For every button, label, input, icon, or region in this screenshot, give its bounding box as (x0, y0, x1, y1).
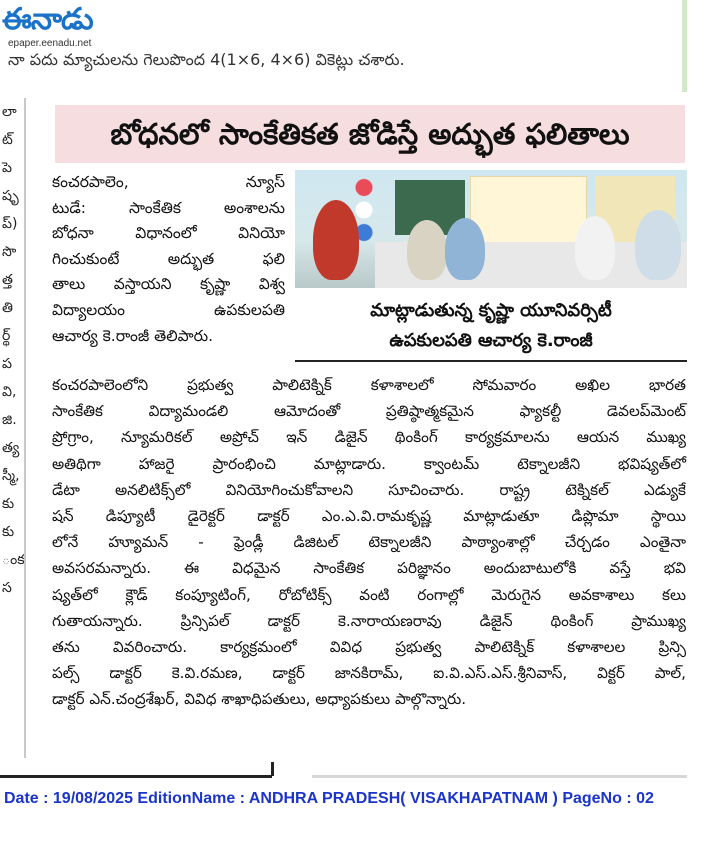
fragment-line: ట్ (2, 132, 13, 148)
adjacent-column-fragment (0, 98, 26, 758)
fragment-line: ర్థ్ (2, 328, 11, 344)
divider (312, 775, 687, 778)
fragment-line: త్త (2, 272, 13, 288)
body-line: ష్యత్‌లో క్లౌడ్ కంప్యూటింగ్, రోబోటిక్స్ వంటి రంగాల్లో మెరుగైన అవకాశాలు కలు (52, 585, 686, 604)
body-line: ప్రోగ్రాం, న్యూమరికల్ అప్రోచ్ ఇన్ డిజైన్ థింకింగ్ కార్యక్రమాలను ఆయన ముఖ్య (52, 428, 686, 447)
lead-line: టుడే: సాంకేతిక అంశాలను (52, 198, 285, 217)
news-photo (295, 170, 687, 288)
fragment-line: జి. (2, 412, 17, 428)
logo-site: epaper.eenadu.net (8, 38, 92, 49)
fragment-line: ప (2, 356, 12, 372)
fragment-line: తి (2, 300, 13, 316)
body-line: గుతాయన్నారు. ప్రిన్సిపల్ డాక్టర్ కె.నారాయణరావు డిజైన్ థింకింగ్ ప్రాముఖ్య (52, 611, 686, 630)
previous-article-fragment: నా పదు మ్యాచులను గెలుపొంద 4(1×6, 4×6) వికెట్లు చశారు. (8, 50, 405, 69)
fragment-line: స (2, 580, 12, 596)
guest-figure (407, 220, 447, 280)
fragment-line: పె (2, 160, 12, 176)
speaker-figure (313, 200, 359, 280)
guest-figure (575, 216, 615, 280)
body-line: సాంకేతిక విద్యామండలి ఆమోదంతో ప్రతిష్ఠాత్మకమైన ఫ్యాకల్టీ డెవలప్‌మెంట్ (52, 402, 686, 421)
logo-text: ఈనాడు (2, 2, 93, 37)
fragment-line: స్మీ, (2, 468, 20, 484)
fragment-line: కు (2, 496, 15, 512)
fragment-line: సొ (2, 244, 17, 260)
fragment-line: త్య (2, 440, 20, 456)
photo-caption (295, 292, 687, 362)
fragment-line: వి, (2, 384, 17, 400)
lead-line: ఆచార్య కె.రాంజీ తెలిపారు. (52, 326, 214, 345)
decorative-bar (682, 0, 687, 92)
lead-line: గించుకుంటే అద్భుత ఫలి (52, 249, 285, 268)
body-line: డాక్టర్ ఎన్.చంద్రశేఖర్, వివిధ శాఖాధిపతులు, అధ్యాపకులు పాల్గొన్నారు. (52, 690, 467, 709)
caption-line: ఉపకులపతి ఆచార్య కె.రాంజీ (389, 330, 593, 351)
eenadu-logo (2, 2, 142, 50)
guest-figure (445, 218, 485, 280)
lead-line: కంచరపాలెం, న్యూస్ (52, 173, 285, 191)
divider (0, 775, 272, 778)
fragment-line: షృ (2, 188, 19, 204)
fragment-line: కు (2, 524, 15, 540)
body-line: కంచరపాలెంలోని ప్రభుత్వ పాలిటెక్నిక్ కళాశాలలో సోమవారం అఖిల భారత (52, 376, 686, 394)
fragment-line: లా (2, 104, 17, 120)
fragment-line: ంక (2, 552, 24, 568)
body-line: పల్స్ డాక్టర్ కె.వి.రమణ, డాక్టర్ జానకిరామ్, ఐ.వి.ఎస్.ఎస్.శ్రీనివాస్, విక్టర్ పాల్, (52, 664, 686, 683)
lead-paragraph (52, 170, 285, 349)
caption-line: మాట్లాడుతున్న కృష్ణా యూనివర్సిటీ (370, 300, 612, 321)
body-line: అవసరమన్నారు. ఈ విధమైన సాంకేతిక పరిజ్ఞానం అందుబాటులోకి వస్తే భవి (52, 559, 686, 578)
lead-line: బోధనా విధానంలో వినియో (52, 224, 285, 243)
body-line: లోనే హ్యూమన్ - ఫ్రెండ్లీ డిజిటల్ టెక్నాలజీని పాఠ్యాంశాల్లో చేర్చడం ఎంతైనా (52, 533, 686, 552)
fragment-line: ప్) (2, 216, 18, 232)
article-body (52, 372, 686, 713)
body-line: అతిథిగా హాజరై ప్రారంభించి మాట్లాడారు. క్వాంటమ్ టెక్నాలజీని భవిష్యత్‌లో (52, 454, 686, 473)
headline: బోధనలో సాంకేతికత జోడిస్తే అద్భుత ఫలితాలు (55, 105, 685, 163)
guest-figure (635, 210, 681, 280)
lead-line: విద్యాలయం ఉపకులపతి (52, 300, 285, 319)
divider (271, 762, 274, 776)
lead-line: తాలు వస్తాయని కృష్ణా విశ్వ (52, 275, 285, 294)
body-line: షన్ డిప్యూటీ డైరెక్టర్ డాక్టర్ ఎం.ఎ.వి.రామకృష్ణ మాట్లాడుతూ డిప్లొమా స్థాయి (52, 507, 686, 526)
body-line: తను వివరించారు. కార్యక్రమంలో వివిధ ప్రభుత్వ పాలిటెక్నిక్ కళాశాలల ప్రిన్సి (52, 638, 686, 657)
edition-footer: Date : 19/08/2025 EditionName : ANDHRA PRADESH( VISAKHAPATNAM ) PageNo : 02 (4, 790, 654, 807)
body-line: డేటా అనలిటిక్స్‌లో వినియోగించుకోవాలని సూచించారు. రాష్ట్ర టెక్నికల్ ఎడ్యుకే (52, 480, 686, 499)
